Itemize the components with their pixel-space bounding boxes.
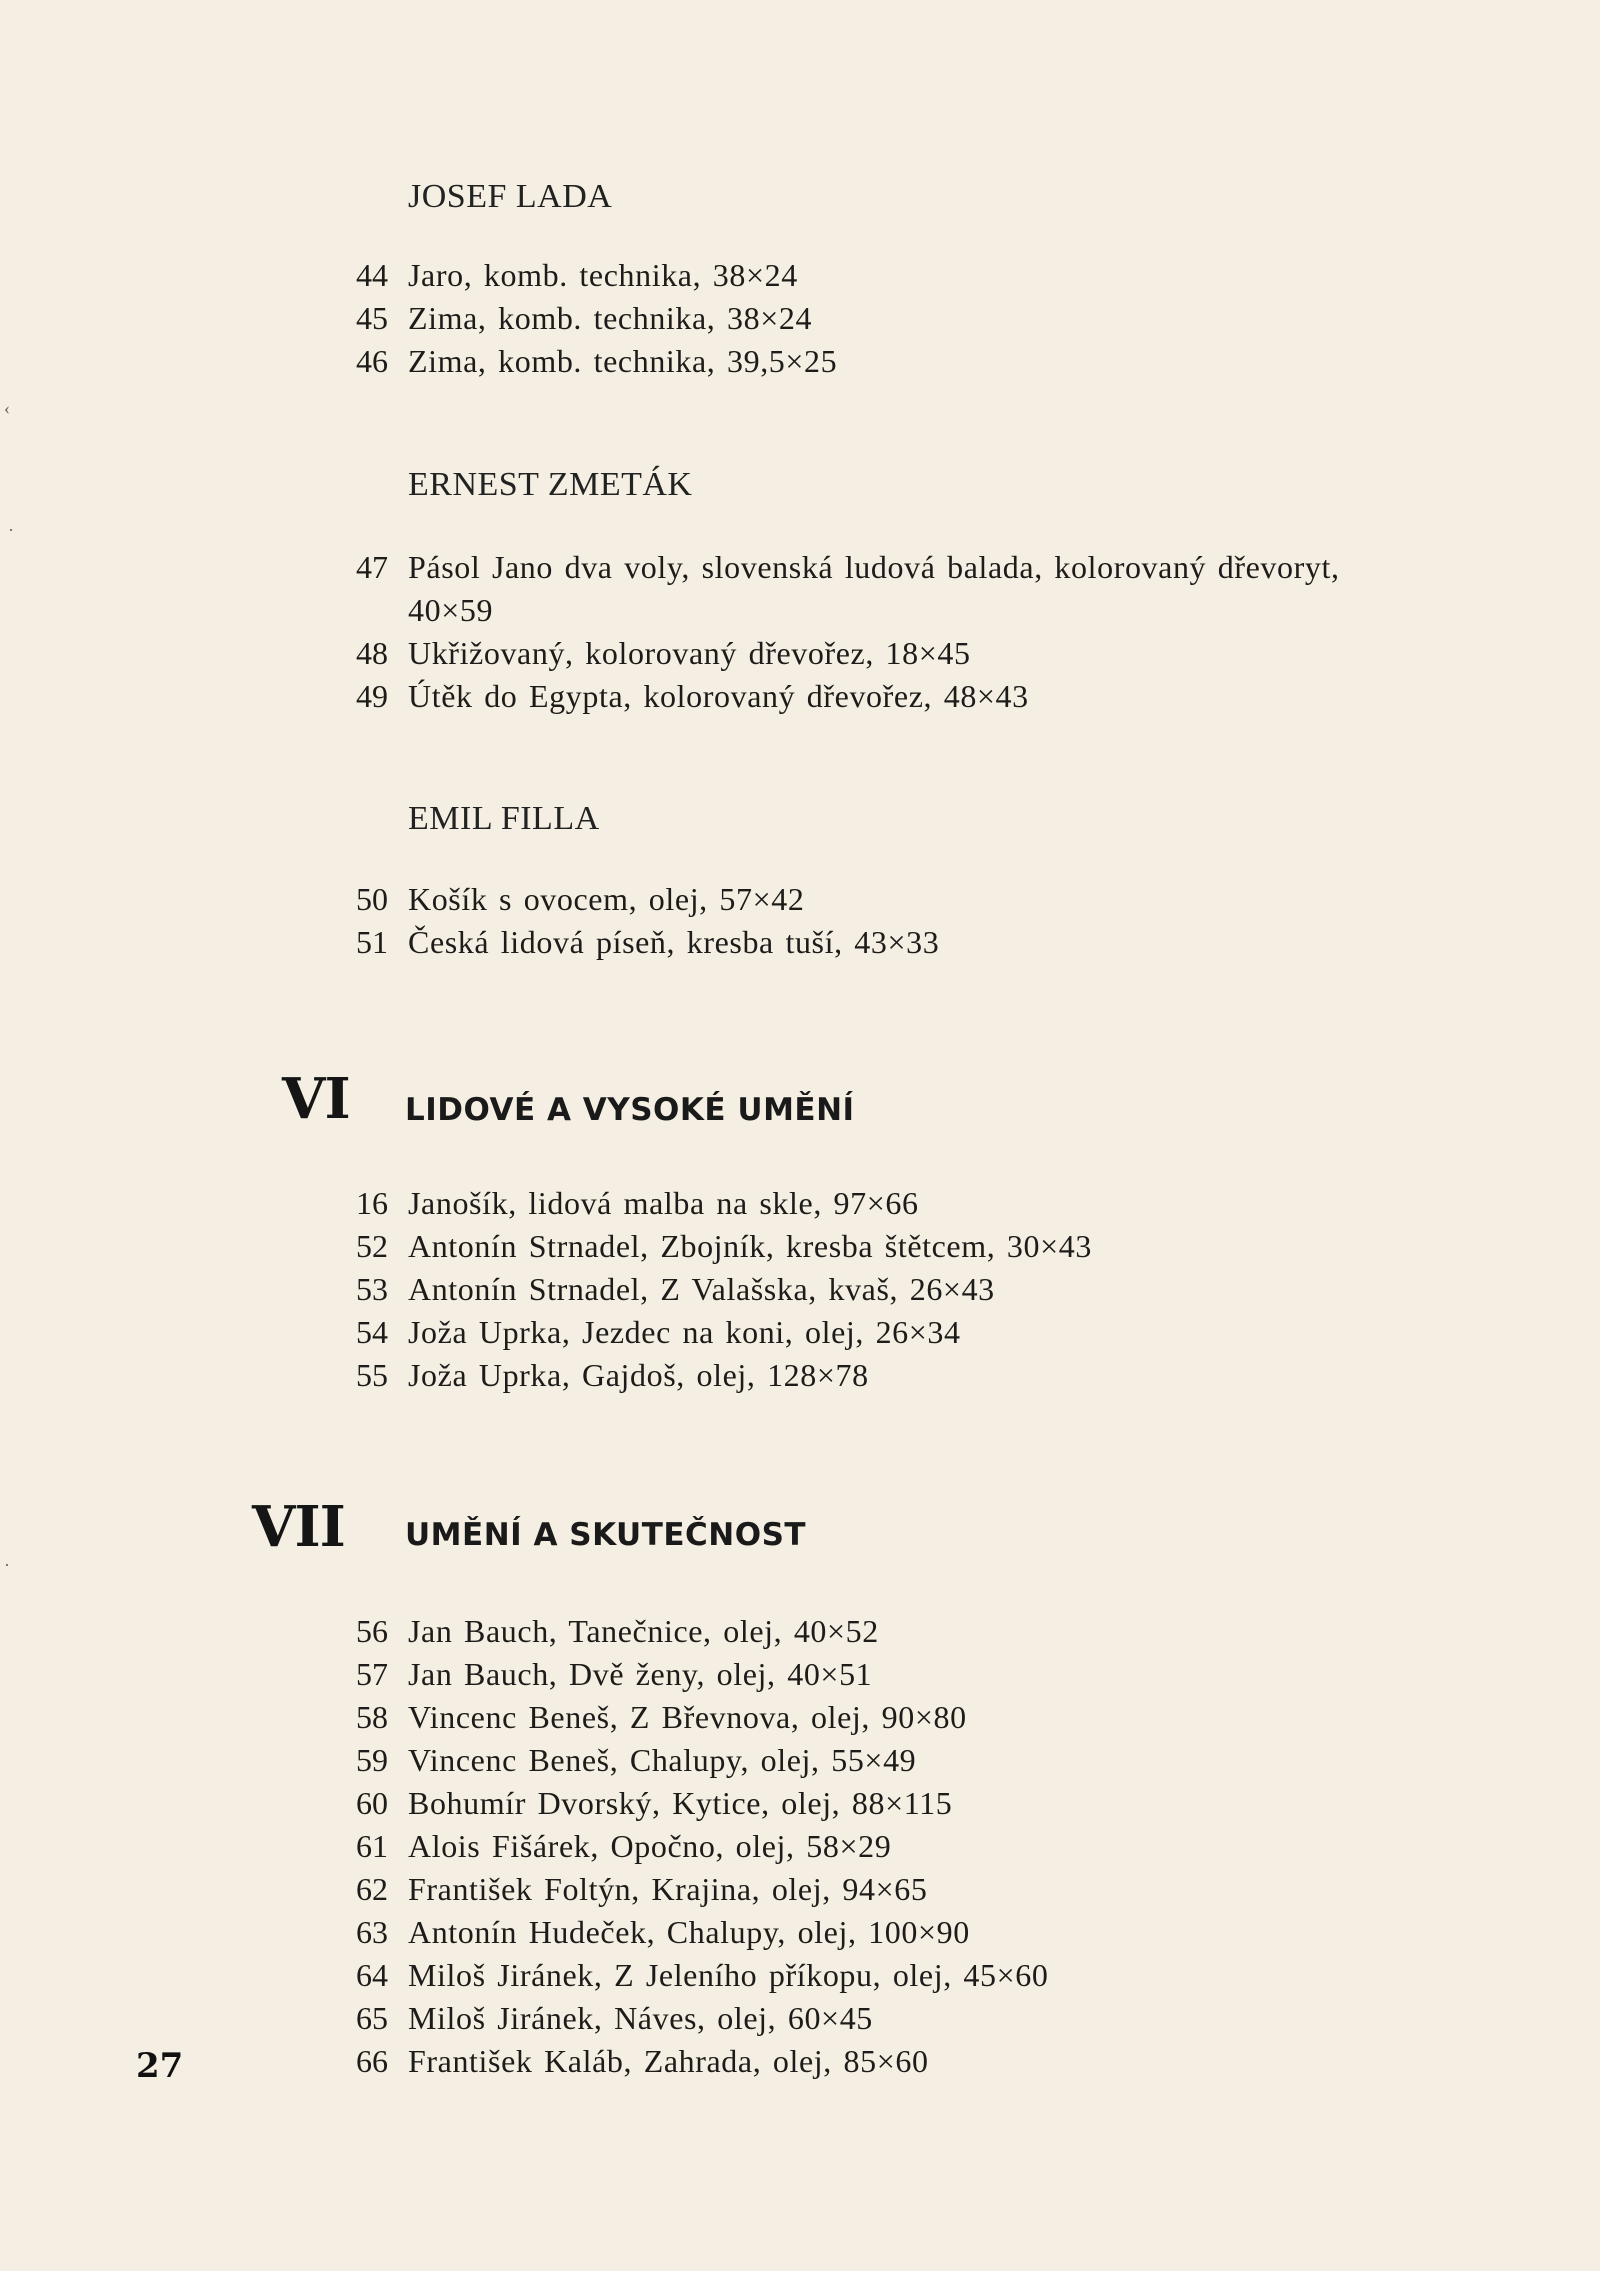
item-number: 53 [356, 1271, 388, 1307]
item-text: František Kaláb, Zahrada, olej, 85×60 [408, 2043, 929, 2079]
catalog-list [356, 878, 1470, 964]
item-text: Košík s ovocem, olej, 57×42 [408, 881, 805, 917]
item-number: 48 [356, 635, 388, 671]
item-number: 49 [356, 678, 388, 714]
item-text: Antonín Hudeček, Chalupy, olej, 100×90 [408, 1914, 970, 1950]
item-number: 55 [356, 1357, 388, 1393]
item-text: Česká lidová píseň, kresba tuší, 43×33 [408, 924, 940, 960]
item-number: 60 [356, 1785, 388, 1821]
item-number: 52 [356, 1228, 388, 1264]
catalog-item [356, 297, 1470, 340]
catalog-item [356, 1268, 1470, 1311]
catalog-item [356, 546, 1470, 589]
catalog-item [356, 2040, 1470, 2083]
item-text: Útěk do Egypta, kolorovaný dřevořez, 48×43 [408, 678, 1029, 714]
item-number: 16 [356, 1185, 388, 1221]
margin-mark: · [4, 1555, 10, 1575]
catalog-item [356, 921, 1470, 964]
catalog-item [356, 1311, 1470, 1354]
catalog-list [356, 1182, 1470, 1397]
catalog-list [356, 254, 1470, 383]
item-number: 54 [356, 1314, 388, 1350]
artist-heading: EMIL FILLA [408, 800, 600, 837]
artist-heading: JOSEF LADA [408, 178, 613, 215]
catalog-item [356, 632, 1470, 675]
catalog-item [356, 1225, 1470, 1268]
catalog-item [356, 675, 1470, 718]
section-title: UMĚNÍ A SKUTEČNOST [405, 1517, 807, 1553]
catalog-item [356, 1782, 1470, 1825]
catalog-item [356, 1868, 1470, 1911]
page-number: 27 [136, 2046, 184, 2086]
item-text: Vincenc Beneš, Chalupy, olej, 55×49 [408, 1742, 917, 1778]
item-text: Bohumír Dvorský, Kytice, olej, 88×115 [408, 1785, 953, 1821]
catalog-list [356, 546, 1470, 718]
catalog-item [356, 1354, 1470, 1397]
catalog-item [356, 1653, 1470, 1696]
item-text: Joža Uprka, Gajdoš, olej, 128×78 [408, 1357, 869, 1393]
item-text: Miloš Jiránek, Z Jeleního příkopu, olej, 45×60 [408, 1957, 1049, 1993]
section-numeral: VII [252, 1494, 345, 1560]
catalog-item [356, 254, 1470, 297]
catalog-item [356, 1825, 1470, 1868]
item-text: Miloš Jiránek, Náves, olej, 60×45 [408, 2000, 873, 2036]
catalog-item [356, 1610, 1470, 1653]
item-number: 64 [356, 1957, 388, 1993]
catalog-item [356, 1182, 1470, 1225]
item-text: Zima, komb. technika, 39,5×25 [408, 343, 838, 379]
artist-heading: ERNEST ZMETÁK [408, 466, 693, 503]
item-text: Antonín Strnadel, Z Valašska, kvaš, 26×43 [408, 1271, 995, 1307]
catalog-item [356, 1954, 1470, 1997]
item-number: 44 [356, 257, 388, 293]
item-number: 59 [356, 1742, 388, 1778]
item-number: 65 [356, 2000, 388, 2036]
item-number: 56 [356, 1613, 388, 1649]
item-number: 46 [356, 343, 388, 379]
item-number: 47 [356, 549, 388, 585]
item-text: František Foltýn, Krajina, olej, 94×65 [408, 1871, 928, 1907]
catalog-item-continuation [356, 589, 1470, 632]
margin-mark: · [8, 520, 14, 540]
item-number: 63 [356, 1914, 388, 1950]
section-title: LIDOVÉ A VYSOKÉ UMĚNÍ [405, 1092, 855, 1128]
item-text: Jaro, komb. technika, 38×24 [408, 257, 798, 293]
item-text-continuation: 40×59 [408, 592, 494, 628]
catalog-item [356, 1696, 1470, 1739]
catalog-item [356, 878, 1470, 921]
item-text: Antonín Strnadel, Zbojník, kresba štětcem, 30×43 [408, 1228, 1092, 1264]
item-number: 51 [356, 924, 388, 960]
item-number: 66 [356, 2043, 388, 2079]
item-number: 50 [356, 881, 388, 917]
catalog-item [356, 1739, 1470, 1782]
item-text: Joža Uprka, Jezdec na koni, olej, 26×34 [408, 1314, 961, 1350]
item-text: Janošík, lidová malba na skle, 97×66 [408, 1185, 919, 1221]
item-text: Jan Bauch, Tanečnice, olej, 40×52 [408, 1613, 879, 1649]
item-text: Zima, komb. technika, 38×24 [408, 300, 813, 336]
item-text: Pásol Jano dva voly, slovenská ludová balada, kolorovaný dřevoryt, [408, 549, 1340, 585]
catalog-list [356, 1610, 1470, 2083]
margin-mark: ‹ [4, 398, 10, 418]
item-number: 61 [356, 1828, 388, 1864]
item-number: 58 [356, 1699, 388, 1735]
item-text: Alois Fišárek, Opočno, olej, 58×29 [408, 1828, 892, 1864]
catalog-item [356, 1911, 1470, 1954]
item-number: 57 [356, 1656, 388, 1692]
item-text: Vincenc Beneš, Z Břevnova, olej, 90×80 [408, 1699, 967, 1735]
item-number: 62 [356, 1871, 388, 1907]
catalog-item [356, 340, 1470, 383]
item-number: 45 [356, 300, 388, 336]
item-text: Jan Bauch, Dvě ženy, olej, 40×51 [408, 1656, 873, 1692]
section-numeral: VI [282, 1066, 350, 1132]
catalog-item [356, 1997, 1470, 2040]
item-text: Ukřižovaný, kolorovaný dřevořez, 18×45 [408, 635, 971, 671]
